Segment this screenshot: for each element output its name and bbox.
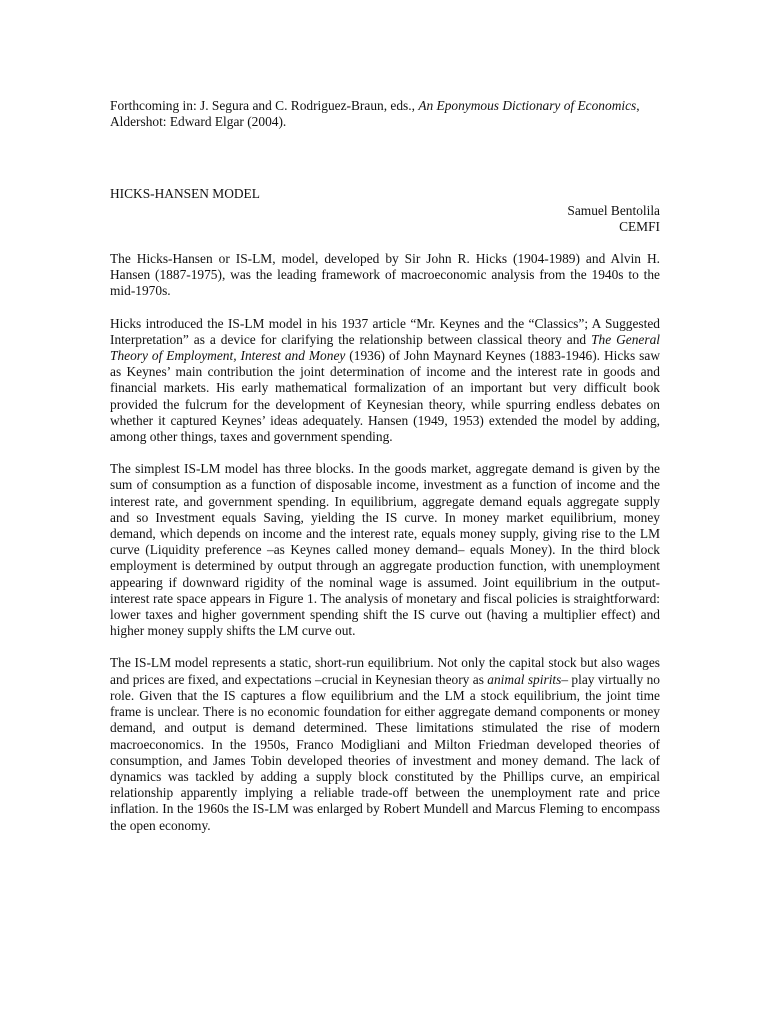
- paragraph-4-part-b: – play virtually no role. Given that the IS captures a flow equilibrium and the LM a stock equilibrium, the joint time frame is unclear. There is no economic foundation for either aggregate demand components or money demand, and output is demand determined. These limitations stimulated the rise of modern macroeconomics. In the 1950s, Franco Modigliani and Milton Friedman developed theories of consumption, and James Tobin developed theories of investment and money demand. The lack of dynamics was tackled by adding a supply block constituted by the Phillips curve, an empirical relationship apparently implying a reliable trade-off between the unemployment rate and price inflation. In the 1960s the IS-LM was enlarged by Robert Mundell and Marcus Fleming to encompass the open economy.: [110, 671, 660, 833]
- paragraph-4-italic-term: animal spirits: [487, 671, 562, 687]
- author-block: [110, 203, 660, 235]
- paragraph-1: The Hicks-Hansen or IS-LM, model, developed by Sir John R. Hicks (1904-1989) and Alvin H. Hansen (1887-1975), was the leading framework of macroeconomic analysis from the 1940s to the mid-1970s.: [110, 251, 660, 299]
- paragraph-3: The simplest IS-LM model has three blocks. In the goods market, aggregate demand is given by the sum of consumption as a function of disposable income, investment as a function of income and the interest rate, and government spending. In equilibrium, aggregate demand equals aggregate supply and so Investment equals Saving, yielding the IS curve. In money market equilibrium, money demand, which depends on income and the interest rate, equals money supply, giving rise to the LM curve (Liquidity preference –as Keynes called money demand– equals Money). In the third block employment is determined by output through an aggregate production function, with unemployment appearing if downward rigidity of the nominal wage is assumed. Joint equilibrium in the output-interest rate space appears in Figure 1. The analysis of monetary and fiscal policies is straightforward: lower taxes and higher government spending shift the IS curve out (having a multiplier effect) and higher money supply shifts the LM curve out.: [110, 461, 660, 639]
- paragraph-4-part-a: The IS-LM model represents a static, short-run equilibrium. Not only the capital stock but also wages and prices are fixed, and expectations –crucial in Keynesian theory as: [110, 655, 660, 687]
- source-citation-suffix: , Aldershot: Edward Elgar (2004).: [110, 98, 640, 130]
- article-title: HICKS-HANSEN MODEL: [110, 186, 260, 202]
- document-page: [110, 98, 660, 850]
- paragraph-2-part-b: (1936) of John Maynard Keynes (1883-1946). Hicks saw as Keynes’ main contribution the joint determination of income and the interest rate in goods and financial markets. His early mathematical formalization of an important but very difficult book provided the fulcrum for the development of Keynesian theory, while spurring endless debates on whether it captured Keynes’ ideas adequately. Hansen (1949, 1953) extended the model by adding, among other things, taxes and government spending.: [110, 348, 660, 445]
- source-book-title: An Eponymous Dictionary of Economics: [418, 98, 637, 113]
- paragraph-2-book-title: The General Theory of Employment, Interest and Money: [110, 331, 660, 364]
- source-citation-prefix: Forthcoming in: J. Segura and C. Rodriguez-Braun, eds.,: [110, 98, 419, 113]
- paragraph-2-part-a: Hicks introduced the IS-LM model in his 1937 article “Mr. Keynes and the “Classics”; A Suggested Interpretation” as a device for clarifying the relationship between classical theory and: [110, 315, 660, 347]
- paragraph-2: [110, 316, 660, 446]
- author-name: Samuel Bentolila: [567, 202, 660, 218]
- source-citation: [110, 98, 660, 130]
- paragraph-4: [110, 655, 660, 833]
- author-affiliation: CEMFI: [619, 218, 660, 234]
